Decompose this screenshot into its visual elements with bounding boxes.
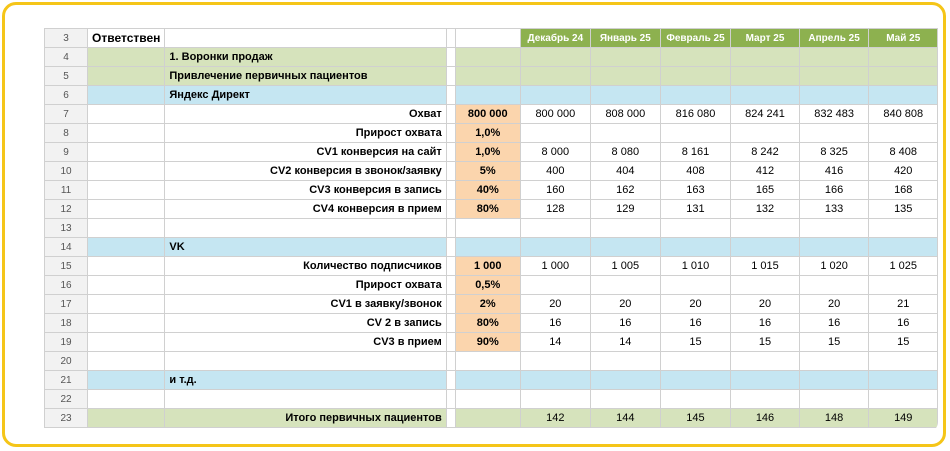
month-value-cell[interactable] (799, 67, 869, 86)
row-number[interactable]: 4 (45, 48, 88, 67)
column-divider (446, 48, 455, 67)
month-value-cell[interactable] (799, 371, 869, 390)
row-label[interactable]: Яндекс Директ (165, 86, 446, 105)
column-divider (446, 105, 455, 124)
month-value-cell[interactable]: 16 (590, 314, 660, 333)
month-header-1[interactable]: Январь 25 (590, 29, 660, 48)
row-number[interactable]: 19 (45, 333, 88, 352)
month-value-cell[interactable]: 824 241 (731, 105, 799, 124)
month-value-cell[interactable]: 142 (520, 409, 590, 428)
base-value-cell[interactable]: 90% (455, 333, 520, 352)
month-value-cell[interactable] (731, 390, 799, 409)
month-value-cell[interactable]: 16 (520, 314, 590, 333)
month-value-cell[interactable] (520, 67, 590, 86)
column-divider (446, 352, 455, 371)
base-value-cell[interactable] (455, 409, 520, 428)
base-value-cell[interactable]: 40% (455, 181, 520, 200)
base-value-cell[interactable] (455, 390, 520, 409)
row-label[interactable] (165, 219, 446, 238)
table-row[interactable] (45, 352, 938, 371)
column-divider (446, 29, 455, 48)
month-value-cell[interactable] (660, 124, 731, 143)
month-value-cell[interactable] (731, 86, 799, 105)
month-value-cell[interactable]: 15 (869, 333, 938, 352)
row-number[interactable]: 16 (45, 276, 88, 295)
month-header-4[interactable]: Апрель 25 (799, 29, 869, 48)
base-value-cell[interactable]: 80% (455, 314, 520, 333)
month-value-cell[interactable] (731, 124, 799, 143)
month-value-cell[interactable] (869, 352, 938, 371)
table-header-row (45, 29, 938, 48)
month-value-cell[interactable] (660, 67, 731, 86)
row-label[interactable]: CV 2 в запись (165, 314, 446, 333)
base-value-cell[interactable] (455, 219, 520, 238)
table-row[interactable] (45, 409, 938, 428)
month-value-cell[interactable] (731, 276, 799, 295)
row-number[interactable]: 22 (45, 390, 88, 409)
base-value-cell[interactable]: 2% (455, 295, 520, 314)
row-label[interactable]: Итого первичных пациентов (165, 409, 446, 428)
month-value-cell[interactable] (520, 48, 590, 67)
month-value-cell[interactable]: 20 (731, 295, 799, 314)
month-value-cell[interactable]: 420 (869, 162, 938, 181)
month-value-cell[interactable] (731, 219, 799, 238)
responsible-cell[interactable] (88, 162, 165, 181)
month-value-cell[interactable]: 404 (590, 162, 660, 181)
month-value-cell[interactable]: 148 (799, 409, 869, 428)
table-row[interactable] (45, 333, 938, 352)
responsible-cell[interactable] (88, 371, 165, 390)
table-row[interactable] (45, 314, 938, 333)
month-value-cell[interactable] (590, 48, 660, 67)
month-value-cell[interactable]: 132 (731, 200, 799, 219)
month-header-5[interactable]: Май 25 (869, 29, 938, 48)
table-row[interactable] (45, 181, 938, 200)
row-number[interactable]: 13 (45, 219, 88, 238)
table-row[interactable] (45, 162, 938, 181)
month-header-2[interactable]: Февраль 25 (660, 29, 731, 48)
table-row[interactable] (45, 143, 938, 162)
responsible-cell[interactable] (88, 181, 165, 200)
row-number[interactable]: 14 (45, 238, 88, 257)
row-label[interactable]: CV1 конверсия на сайт (165, 143, 446, 162)
row-label[interactable]: и т.д. (165, 371, 446, 390)
month-header-3[interactable]: Март 25 (731, 29, 799, 48)
row-label[interactable]: Количество подписчиков (165, 257, 446, 276)
column-divider (446, 86, 455, 105)
row-number[interactable]: 18 (45, 314, 88, 333)
month-value-cell[interactable]: 800 000 (520, 105, 590, 124)
column-divider (446, 314, 455, 333)
month-value-cell[interactable] (590, 124, 660, 143)
responsible-cell[interactable] (88, 48, 165, 67)
base-value-cell[interactable] (455, 352, 520, 371)
month-value-cell[interactable] (660, 48, 731, 67)
month-value-cell[interactable]: 1 000 (520, 257, 590, 276)
month-value-cell[interactable] (731, 238, 799, 257)
row-label[interactable] (165, 352, 446, 371)
responsible-cell[interactable] (88, 238, 165, 257)
table-row[interactable] (45, 276, 938, 295)
row-number[interactable]: 12 (45, 200, 88, 219)
responsible-cell[interactable] (88, 314, 165, 333)
row-number[interactable]: 10 (45, 162, 88, 181)
row-label[interactable] (165, 390, 446, 409)
month-header-0[interactable]: Декабрь 24 (520, 29, 590, 48)
month-value-cell[interactable]: 163 (660, 181, 731, 200)
table-row[interactable] (45, 238, 938, 257)
month-value-cell[interactable] (869, 219, 938, 238)
base-value-cell[interactable] (455, 371, 520, 390)
row-label[interactable]: 1. Воронки продаж (165, 48, 446, 67)
month-value-cell[interactable]: 412 (731, 162, 799, 181)
month-value-cell[interactable]: 1 020 (799, 257, 869, 276)
month-value-cell[interactable] (660, 86, 731, 105)
responsible-cell[interactable] (88, 390, 165, 409)
row-number[interactable]: 17 (45, 295, 88, 314)
column-divider (446, 124, 455, 143)
month-value-cell[interactable]: 400 (520, 162, 590, 181)
month-value-cell[interactable] (590, 371, 660, 390)
month-value-cell[interactable]: 14 (590, 333, 660, 352)
column-divider (446, 333, 455, 352)
month-value-cell[interactable]: 1 010 (660, 257, 731, 276)
column-divider (446, 257, 455, 276)
responsible-cell[interactable] (88, 67, 165, 86)
month-value-cell[interactable] (590, 86, 660, 105)
base-value-cell[interactable]: 1,0% (455, 143, 520, 162)
row-label[interactable]: Привлечение первичных пациентов (165, 67, 446, 86)
month-value-cell[interactable]: 165 (731, 181, 799, 200)
table-row[interactable] (45, 48, 938, 67)
month-value-cell[interactable]: 20 (590, 295, 660, 314)
month-value-cell[interactable] (869, 67, 938, 86)
month-value-cell[interactable]: 8 408 (869, 143, 938, 162)
month-value-cell[interactable] (590, 67, 660, 86)
month-value-cell[interactable]: 16 (731, 314, 799, 333)
month-value-cell[interactable] (520, 276, 590, 295)
month-value-cell[interactable] (869, 86, 938, 105)
month-value-cell[interactable] (660, 352, 731, 371)
month-value-cell[interactable]: 408 (660, 162, 731, 181)
month-value-cell[interactable]: 1 025 (869, 257, 938, 276)
column-divider (446, 67, 455, 86)
base-value-cell[interactable]: 1 000 (455, 257, 520, 276)
month-value-cell[interactable]: 832 483 (799, 105, 869, 124)
base-value-cell[interactable] (455, 238, 520, 257)
responsible-cell[interactable] (88, 219, 165, 238)
month-value-cell[interactable]: 20 (660, 295, 731, 314)
base-value-cell[interactable]: 80% (455, 200, 520, 219)
month-value-cell[interactable] (869, 371, 938, 390)
responsible-cell[interactable] (88, 200, 165, 219)
row-label[interactable]: CV3 конверсия в запись (165, 181, 446, 200)
month-value-cell[interactable]: 20 (520, 295, 590, 314)
month-value-cell[interactable]: 8 000 (520, 143, 590, 162)
column-divider (446, 162, 455, 181)
month-value-cell[interactable]: 15 (731, 333, 799, 352)
column-divider (446, 143, 455, 162)
row-number[interactable]: 5 (45, 67, 88, 86)
responsible-cell[interactable] (88, 86, 165, 105)
row-label[interactable]: CV4 конверсия в прием (165, 200, 446, 219)
row-number[interactable]: 21 (45, 371, 88, 390)
month-value-cell[interactable] (590, 219, 660, 238)
month-value-cell[interactable] (590, 238, 660, 257)
month-value-cell[interactable]: 133 (799, 200, 869, 219)
month-value-cell[interactable]: 149 (869, 409, 938, 428)
table-row[interactable] (45, 86, 938, 105)
month-value-cell[interactable]: 808 000 (590, 105, 660, 124)
month-value-cell[interactable]: 8 325 (799, 143, 869, 162)
row-label[interactable]: Охват (165, 105, 446, 124)
row-number[interactable]: 8 (45, 124, 88, 143)
responsible-cell[interactable] (88, 352, 165, 371)
column-divider (446, 371, 455, 390)
month-value-cell[interactable] (520, 390, 590, 409)
month-value-cell[interactable] (520, 352, 590, 371)
base-value-cell[interactable]: 5% (455, 162, 520, 181)
month-value-cell[interactable] (799, 390, 869, 409)
month-value-cell[interactable] (799, 238, 869, 257)
spreadsheet-container (8, 8, 938, 432)
month-value-cell[interactable]: 20 (799, 295, 869, 314)
month-value-cell[interactable] (660, 371, 731, 390)
month-value-cell[interactable]: 1 005 (590, 257, 660, 276)
month-value-cell[interactable] (799, 86, 869, 105)
row-number[interactable]: 20 (45, 352, 88, 371)
month-value-cell[interactable] (799, 124, 869, 143)
responsible-cell[interactable] (88, 295, 165, 314)
column-divider (446, 200, 455, 219)
month-value-cell[interactable] (590, 276, 660, 295)
base-value-cell[interactable]: 1,0% (455, 124, 520, 143)
row-label[interactable]: VK (165, 238, 446, 257)
month-value-cell[interactable] (731, 48, 799, 67)
row-number[interactable]: 7 (45, 105, 88, 124)
month-value-cell[interactable] (660, 390, 731, 409)
month-value-cell[interactable]: 8 242 (731, 143, 799, 162)
responsible-cell[interactable] (88, 276, 165, 295)
month-value-cell[interactable]: 145 (660, 409, 731, 428)
month-value-cell[interactable] (869, 48, 938, 67)
responsible-cell[interactable] (88, 105, 165, 124)
month-value-cell[interactable] (590, 352, 660, 371)
month-value-cell[interactable]: 8 161 (660, 143, 731, 162)
month-value-cell[interactable]: 160 (520, 181, 590, 200)
month-value-cell[interactable] (869, 276, 938, 295)
month-value-cell[interactable] (799, 48, 869, 67)
column-divider (446, 238, 455, 257)
month-value-cell[interactable]: 8 080 (590, 143, 660, 162)
row-number[interactable]: 9 (45, 143, 88, 162)
month-value-cell[interactable]: 15 (660, 333, 731, 352)
base-value-cell[interactable]: 0,5% (455, 276, 520, 295)
column-divider (446, 409, 455, 428)
row-number[interactable]: 15 (45, 257, 88, 276)
month-value-cell[interactable]: 162 (590, 181, 660, 200)
row-number[interactable]: 11 (45, 181, 88, 200)
month-value-cell[interactable] (731, 371, 799, 390)
month-value-cell[interactable] (520, 219, 590, 238)
row-number[interactable]: 6 (45, 86, 88, 105)
row-label[interactable]: CV1 в заявку/звонок (165, 295, 446, 314)
month-value-cell[interactable] (869, 238, 938, 257)
month-value-cell[interactable]: 21 (869, 295, 938, 314)
table-row[interactable] (45, 371, 938, 390)
table-row[interactable] (45, 257, 938, 276)
responsible-cell[interactable] (88, 124, 165, 143)
table-row[interactable] (45, 124, 938, 143)
month-value-cell[interactable]: 14 (520, 333, 590, 352)
month-value-cell[interactable] (799, 352, 869, 371)
month-value-cell[interactable]: 129 (590, 200, 660, 219)
table-row[interactable] (45, 295, 938, 314)
month-value-cell[interactable] (869, 390, 938, 409)
table-row[interactable] (45, 219, 938, 238)
month-value-cell[interactable]: 16 (869, 314, 938, 333)
month-value-cell[interactable] (660, 276, 731, 295)
row-label[interactable]: CV3 в прием (165, 333, 446, 352)
month-value-cell[interactable]: 1 015 (731, 257, 799, 276)
row-label[interactable]: Прирост охвата (165, 276, 446, 295)
base-value-cell[interactable] (455, 48, 520, 67)
column-divider (446, 390, 455, 409)
row-label[interactable]: CV2 конверсия в звонок/заявку (165, 162, 446, 181)
month-value-cell[interactable] (799, 219, 869, 238)
month-value-cell[interactable]: 144 (590, 409, 660, 428)
month-value-cell[interactable]: 168 (869, 181, 938, 200)
responsible-cell[interactable] (88, 143, 165, 162)
month-value-cell[interactable]: 16 (660, 314, 731, 333)
responsible-header: Ответствен (88, 29, 165, 48)
table-row[interactable] (45, 105, 938, 124)
column-divider (446, 219, 455, 238)
month-value-cell[interactable]: 816 080 (660, 105, 731, 124)
header-label-spacer (165, 29, 446, 48)
funnel-table[interactable] (44, 28, 938, 428)
row-label[interactable]: Прирост охвата (165, 124, 446, 143)
base-column-header (455, 29, 520, 48)
responsible-cell[interactable] (88, 257, 165, 276)
month-value-cell[interactable]: 15 (799, 333, 869, 352)
month-value-cell[interactable] (660, 238, 731, 257)
base-value-cell[interactable]: 800 000 (455, 105, 520, 124)
month-value-cell[interactable]: 840 808 (869, 105, 938, 124)
row-number[interactable]: 23 (45, 409, 88, 428)
month-value-cell[interactable]: 128 (520, 200, 590, 219)
table-row[interactable] (45, 67, 938, 86)
column-divider (446, 276, 455, 295)
month-value-cell[interactable] (520, 371, 590, 390)
month-value-cell[interactable] (660, 219, 731, 238)
month-value-cell[interactable] (590, 390, 660, 409)
responsible-cell[interactable] (88, 409, 165, 428)
month-value-cell[interactable]: 135 (869, 200, 938, 219)
month-value-cell[interactable]: 146 (731, 409, 799, 428)
month-value-cell[interactable] (799, 276, 869, 295)
month-value-cell[interactable] (520, 86, 590, 105)
month-value-cell[interactable]: 131 (660, 200, 731, 219)
month-value-cell[interactable] (869, 124, 938, 143)
table-row[interactable] (45, 200, 938, 219)
column-divider (446, 295, 455, 314)
month-value-cell[interactable] (520, 124, 590, 143)
month-value-cell[interactable]: 416 (799, 162, 869, 181)
column-divider (446, 181, 455, 200)
month-value-cell[interactable] (731, 67, 799, 86)
month-value-cell[interactable] (731, 352, 799, 371)
responsible-cell[interactable] (88, 333, 165, 352)
month-value-cell[interactable]: 16 (799, 314, 869, 333)
month-value-cell[interactable]: 166 (799, 181, 869, 200)
base-value-cell[interactable] (455, 67, 520, 86)
month-value-cell[interactable] (520, 238, 590, 257)
base-value-cell[interactable] (455, 86, 520, 105)
row-number[interactable]: 3 (45, 29, 88, 48)
table-row[interactable] (45, 390, 938, 409)
